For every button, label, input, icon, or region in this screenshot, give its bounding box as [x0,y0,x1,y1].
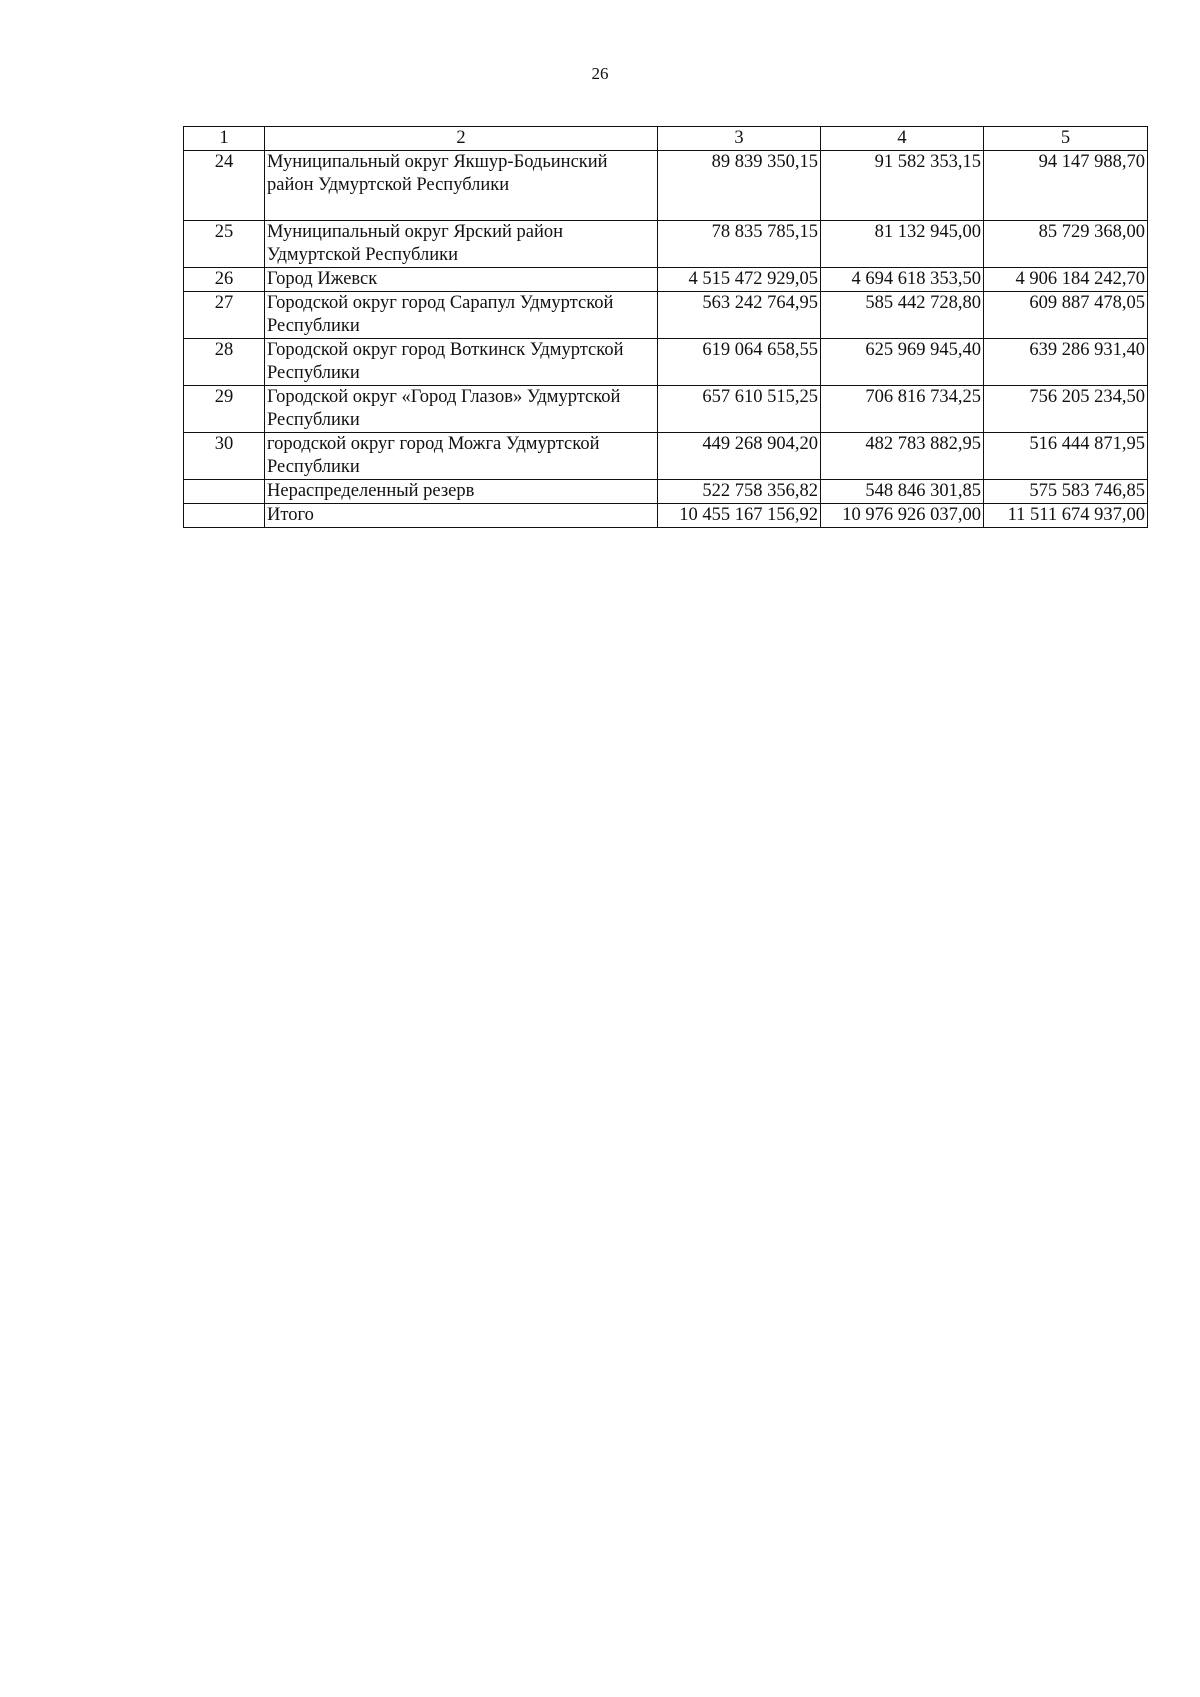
total-col-3: 10 455 167 156,92 [658,504,821,528]
row-number: 28 [184,339,265,386]
header-col-1: 1 [184,127,265,151]
table-row [184,268,1148,292]
value-col-5: 4 906 184 242,70 [984,268,1148,292]
municipality-name: Город Ижевск [265,268,658,292]
value-col-4: 81 132 945,00 [821,221,984,268]
value-col-4: 91 582 353,15 [821,151,984,221]
municipality-name: Городской округ город Воткинск Удмуртской Республики [265,339,658,386]
value-col-3: 522 758 356,82 [658,480,821,504]
municipality-name: городской округ город Можга Удмуртской Республики [265,433,658,480]
value-col-4: 706 816 734,25 [821,386,984,433]
value-col-3: 4 515 472 929,05 [658,268,821,292]
municipality-name: Муниципальный округ Ярский район Удмуртской Республики [265,221,658,268]
value-col-3: 657 610 515,25 [658,386,821,433]
header-col-3: 3 [658,127,821,151]
reserve-row [184,480,1148,504]
value-col-5: 516 444 871,95 [984,433,1148,480]
header-col-2: 2 [265,127,658,151]
total-col-5: 11 511 674 937,00 [984,504,1148,528]
row-number: 26 [184,268,265,292]
row-number: 24 [184,151,265,221]
value-col-3: 449 268 904,20 [658,433,821,480]
budget-distribution-table [183,126,1148,528]
value-col-5: 94 147 988,70 [984,151,1148,221]
table-row [184,433,1148,480]
table-row [184,339,1148,386]
row-number: 29 [184,386,265,433]
total-label: Итого [265,504,658,528]
row-number [184,480,265,504]
municipality-name: Муниципальный округ Якшур-Бодьинский район Удмуртской Республики [265,151,658,221]
reserve-label: Нераспределенный резерв [265,480,658,504]
value-col-3: 89 839 350,15 [658,151,821,221]
page-number: 26 [591,64,609,83]
value-col-5: 609 887 478,05 [984,292,1148,339]
value-col-3: 78 835 785,15 [658,221,821,268]
total-row [184,504,1148,528]
table-row [184,292,1148,339]
value-col-4: 548 846 301,85 [821,480,984,504]
municipality-name: Городской округ «Город Глазов» Удмуртской Республики [265,386,658,433]
value-col-3: 619 064 658,55 [658,339,821,386]
value-col-4: 4 694 618 353,50 [821,268,984,292]
table-row [184,386,1148,433]
row-number: 27 [184,292,265,339]
value-col-5: 575 583 746,85 [984,480,1148,504]
value-col-4: 482 783 882,95 [821,433,984,480]
value-col-5: 85 729 368,00 [984,221,1148,268]
table-header-row [184,127,1148,151]
total-col-4: 10 976 926 037,00 [821,504,984,528]
value-col-5: 639 286 931,40 [984,339,1148,386]
municipality-name: Городской округ город Сарапул Удмуртской Республики [265,292,658,339]
row-number [184,504,265,528]
header-col-4: 4 [821,127,984,151]
row-number: 25 [184,221,265,268]
row-number: 30 [184,433,265,480]
value-col-3: 563 242 764,95 [658,292,821,339]
table-row [184,221,1148,268]
table-row [184,151,1148,221]
value-col-4: 585 442 728,80 [821,292,984,339]
value-col-5: 756 205 234,50 [984,386,1148,433]
header-col-5: 5 [984,127,1148,151]
value-col-4: 625 969 945,40 [821,339,984,386]
